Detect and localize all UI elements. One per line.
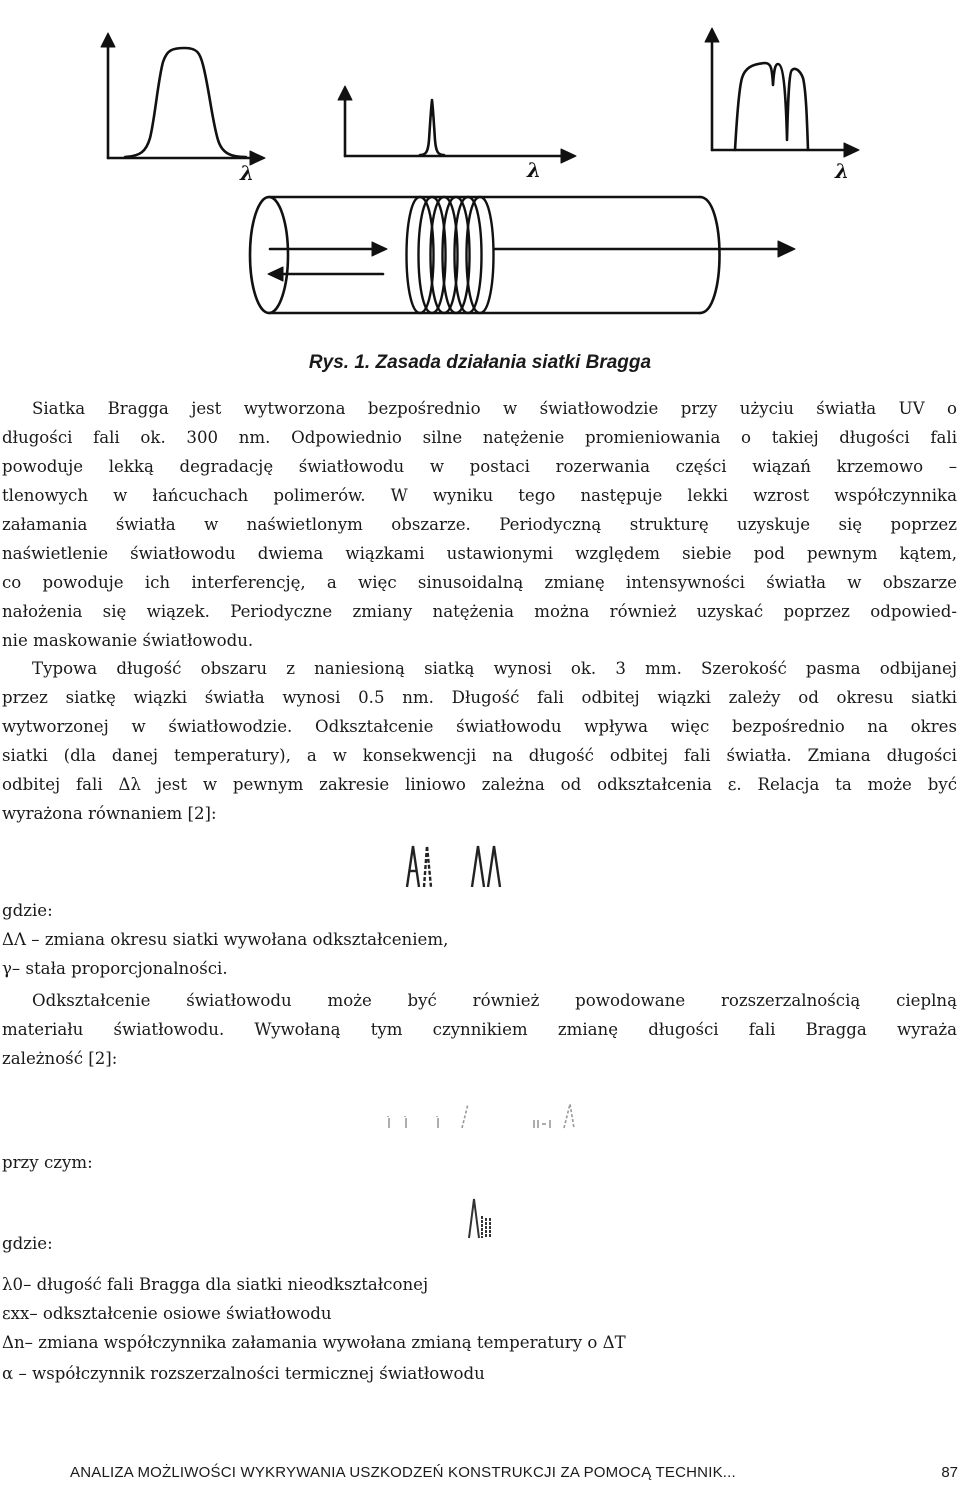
transmitted-spectrum-x-arrow [844, 143, 859, 157]
fiber-left-end [250, 197, 288, 313]
text-line: nie maskowanie światłowodu. [2, 631, 254, 650]
page-number: 87 [941, 1464, 958, 1481]
paragraph-3 [2, 986, 957, 1073]
definition-delta-n: Δn– zmiana współczynnika załamania wywołana zmianą temperatury o ΔT [2, 1333, 626, 1352]
incident-light-arrowhead [372, 242, 387, 256]
reflected-spectrum-x-arrow [561, 149, 576, 163]
input-spectrum-y-arrow [101, 33, 115, 47]
figure-caption: Rys. 1. Zasada działania siatki Bragga [308, 352, 652, 373]
reflected-spectrum-peak [420, 100, 444, 155]
definition-gamma: γ– stała proporcjonalności. [2, 959, 228, 978]
text-line: nałożenia się wiązek. Periodyczne zmiany natężenia można również uzyskać poprzez odpowied- [2, 602, 957, 621]
where-label-1: gdzie: [2, 901, 53, 920]
footer-title: ANALIZA MOŻLIWOŚCI WYKRYWANIA USZKODZEŃ KONSTRUKCJI ZA POMOCĄ TECHNIK... [70, 1464, 736, 1481]
transmitted-spectrum-y-arrow [705, 28, 719, 42]
text-line: materiału światłowodu. Wywołaną tym czynnikiem zmianę długości fali Bragga wyraża [2, 1020, 957, 1039]
transmitted-light-arrowhead [778, 241, 795, 257]
grating-rings [407, 197, 494, 313]
bragga-grating-figure [0, 0, 960, 345]
where-label-2: gdzie: [2, 1234, 53, 1253]
input-spectrum-curve [125, 48, 246, 157]
text-line: naświetlenie światłowodu dwiema wiązkami ustawionymi względem siebie pod pewnym kątem, [2, 544, 957, 563]
page-footer [70, 1463, 958, 1483]
text-line: zależność [2]: [2, 1049, 118, 1068]
definition-delta-lambda: ΔΛ – zmiana okresu siatki wywołana odkształceniem, [2, 930, 449, 949]
text-line: Typowa długość obszaru z naniesioną siatką wynosi ok. 3 mm. Szerokość pasma odbijanej [32, 659, 957, 678]
text-line: długości fali ok. 300 nm. Odpowiednio silne natężenie promieniowania o takiej długości fali [2, 428, 957, 447]
input-spectrum-plot [108, 40, 255, 158]
definition-lambda0: λ0– długość fali Bragga dla siatki nieodkształconej [2, 1275, 429, 1294]
optical-fiber-cylinder [250, 197, 720, 313]
transmitted-spectrum-curve [735, 63, 808, 150]
text-line: Siatka Bragga jest wytworzona bezpośrednio w światłowodzie przy użyciu światła UV o [32, 399, 957, 418]
text-line: odbitej fali Δλ jest w pewnym zakresie liniowo zależna od odkształcenia ε. Relacja ta może być [2, 775, 957, 794]
text-line: wytworzonej w światłowodzie. Odkształcenie światłowodu wpływa więc bezpośrednio na okres [2, 717, 957, 736]
transmitted-spectrum-plot [712, 35, 848, 150]
paragraph-2 [2, 654, 957, 828]
przy-czym-label: przy czym: [2, 1153, 93, 1172]
text-line: przez siatkę wiązki światła wynosi 0.5 nm. Długość fali odbitej wiązki zależy od okresu siatki [2, 688, 957, 707]
text-line: wyrażona równaniem [2]: [2, 804, 217, 823]
equation-3-image [466, 1196, 496, 1240]
text-line: co powoduje ich interferencję, a więc sinusoidalną zmianę intensywności światła w obszarze [2, 573, 957, 592]
text-line: siatki (dla danej temperatury), a w konsekwencji na długość odbitej fali światła. Zmiana długości [2, 746, 957, 765]
equation-1-image [404, 843, 508, 889]
paragraph-1 [2, 394, 957, 655]
fiber-right-end [700, 197, 720, 313]
reflected-light-arrowhead [268, 267, 283, 281]
fiber-outline [269, 197, 700, 313]
reflected-spectrum-plot [345, 94, 565, 156]
text-line: powoduje lekką degradację światłowodu w postaci rozerwania części wiązań krzemowo – [2, 457, 957, 476]
text-line: Odkształcenie światłowodu może być również powodowane rozszerzalnością cieplną [32, 991, 957, 1010]
definition-alpha: α – współczynnik rozszerzalności termicznej światłowodu [2, 1364, 485, 1383]
lambda-label-3: λ [835, 159, 850, 183]
lambda-label-2: λ [527, 158, 542, 182]
equation-2-image [384, 1100, 580, 1130]
text-line: załamania światła w naświetlonym obszarze. Periodyczną strukturę uzyskuje się poprzez [2, 515, 957, 534]
lambda-label-1: λ [240, 161, 255, 185]
text-line: tlenowych w łańcuchach polimerów. W wyniku tego następuje lekki wzrost współczynnika [2, 486, 957, 505]
definition-epsilon-xx: εxx– odkształcenie osiowe światłowodu [2, 1304, 332, 1323]
reflected-spectrum-y-arrow [338, 86, 352, 100]
